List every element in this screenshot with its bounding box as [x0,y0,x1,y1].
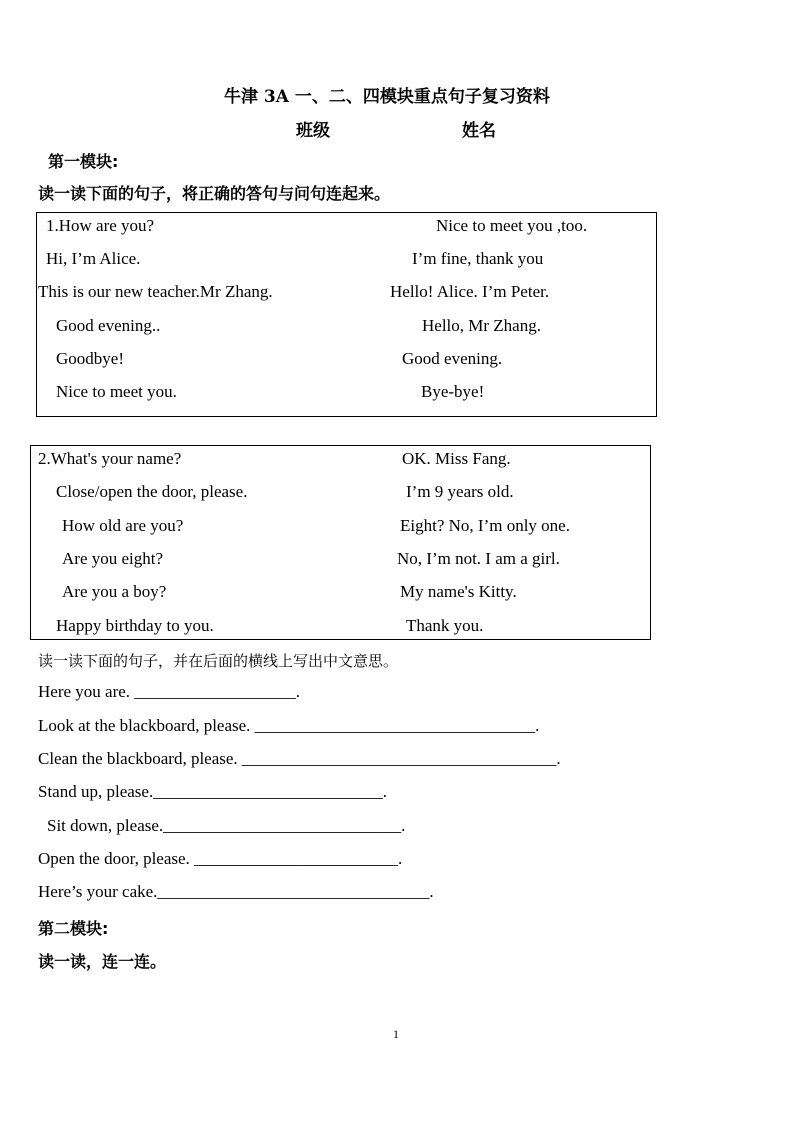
translate-line: Open the door, please. ________________________. [38,849,403,868]
box2-question: Are you eight? [62,549,164,568]
translate-line: Here you are. ___________________. [38,682,301,701]
module1-instruction1: 读一读下面的句子，将正确的答句与问句连起来。 [38,184,391,203]
page-number: 1 [393,1027,399,1041]
box1-question: 1.How are you? [46,216,155,235]
box1-question: Goodbye! [56,349,124,368]
box1-answer: I’m fine, thank you [412,249,544,268]
translate-line: Clean the blackboard, please. _____________________________________. [38,749,561,768]
box1-question: This is our new teacher.Mr Zhang. [38,282,273,301]
module1-heading: 第一模块: [48,152,119,171]
box2-question: 2.What's your name? [38,449,182,468]
box2-answer: No, I’m not. I am a girl. [397,549,560,568]
box2-answer: Eight? No, I’m only one. [400,516,570,535]
translate-line: Look at the blackboard, please. _________________________________. [38,716,540,735]
module2-instruction: 读一读，连一连。 [38,952,167,971]
box1-question: Good evening.. [56,316,161,335]
box1-answer: Hello! Alice. I’m Peter. [390,282,550,301]
translate-line: Sit down, please.____________________________. [47,816,406,835]
box2-answer: OK. Miss Fang. [402,449,511,468]
box2-question: How old are you? [62,516,184,535]
box2-question: Happy birthday to you. [56,616,214,635]
box1-question: Nice to meet you. [56,382,177,401]
matching-box-2 [30,445,651,640]
class-label: 班级 [296,121,330,141]
box2-answer: My name's Kitty. [400,582,517,601]
translate-line: Stand up, please.___________________________. [38,782,387,801]
box2-question: Are you a boy? [62,582,167,601]
module2-heading: 第二模块: [38,919,109,938]
page-title: 牛津 3A 一、二、四模块重点句子复习资料 [224,87,550,107]
box1-answer: Hello, Mr Zhang. [422,316,541,335]
box1-answer: Good evening. [402,349,503,368]
box1-question: Hi, I’m Alice. [46,249,141,268]
box2-question: Close/open the door, please. [56,482,248,501]
name-label: 姓名 [462,121,496,141]
box2-answer: I’m 9 years old. [406,482,514,501]
module1-instruction2: 读一读下面的句子，并在后面的横线上写出中文意思。 [38,652,399,670]
box1-answer: Bye-bye! [421,382,485,401]
box1-answer: Nice to meet you ,too. [436,216,588,235]
box2-answer: Thank you. [406,616,484,635]
translate-line: Here’s your cake.________________________________. [38,882,434,901]
